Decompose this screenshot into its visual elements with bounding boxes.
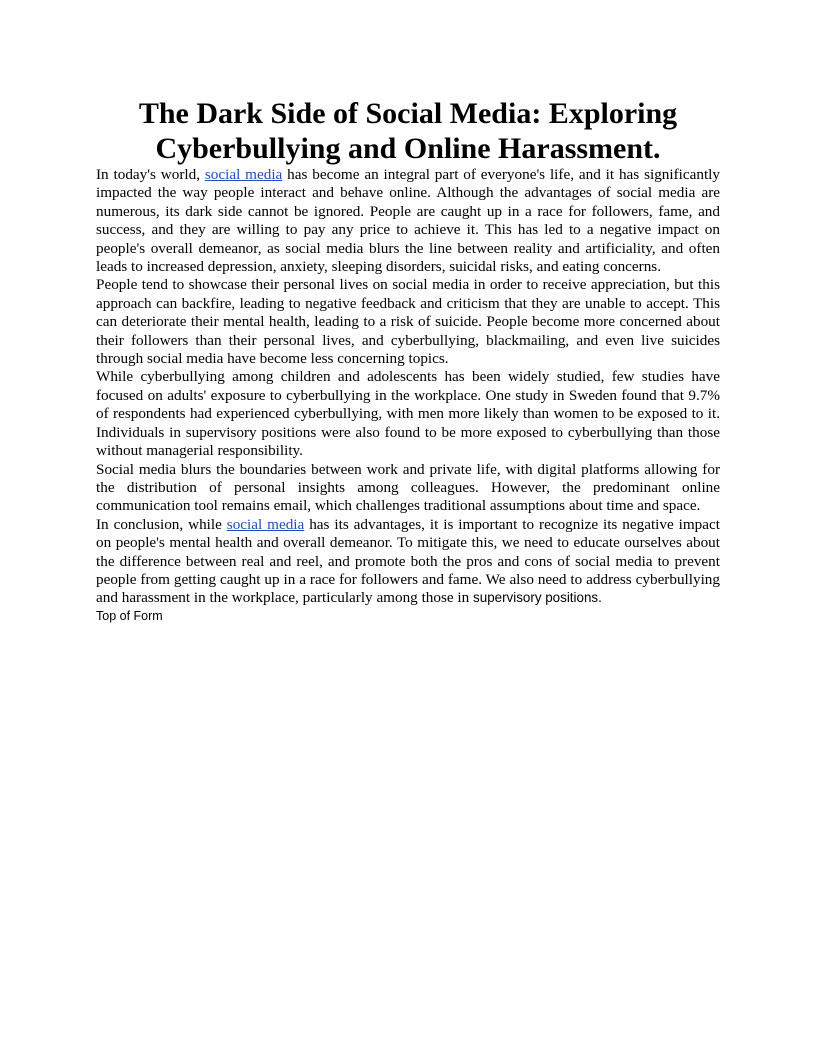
top-of-form-marker: Top of Form: [96, 608, 163, 623]
document-body: [96, 96, 720, 625]
paragraph-intro-start: In today's world,: [96, 166, 205, 183]
paragraph-conclusion-end: supervisory positions.: [473, 590, 602, 606]
social-media-link-conclusion[interactable]: social media: [226, 515, 305, 533]
paragraph-boundaries: Social media blurs the boundaries between work and private life, with digital platforms allowing for the distribution of personal insights among colleagues. However, the predominant online communication tool remains email, which challenges traditional assumptions about time and space.: [96, 460, 720, 515]
paragraph-mental-health: People tend to showcase their personal lives on social media in order to receive appreciation, but this approach can backfire, leading to negative feedback and criticism that they are unable to accept. This can deteriorate their mental health, leading to a risk of suicide. People become more concerned about their followers than their personal lives, and cyberbullying, blackmailing, and even live suicides through social media have become less concerning topics.: [96, 276, 720, 368]
paragraph-workplace-study: While cyberbullying among children and adolescents has been widely studied, few studies have focused on adults' exposure to cyberbullying in the workplace. One study in Sweden found that 9.7% of respondents had experienced cyberbullying, with men more likely than women to be exposed to it. Individuals in supervisory positions were also found to be more exposed to cyberbullying than those without managerial responsibility.: [96, 368, 720, 460]
paragraph-conclusion-start: In conclusion, while: [96, 515, 227, 533]
paragraph-intro: [96, 166, 720, 276]
paragraph-intro-rest: has become an integral part of everyone's life, and it has significantly impacted the way people interact and behave online. Although the advantages of social media are numerous, its dark side cannot be ignored. People are caught up in a race for followers, fame, and success, and they are willing to pay any price to achieve it. This has led to a negative impact on people's overall demeanor, as social media blurs the line between reality and artificiality, and often leads to increased depression, anxiety, sleeping disorders, suicidal risks, and eating concerns.: [96, 166, 720, 276]
paragraph-conclusion-rest: has its advantages, it is important to recognize its negative impact on people's mental health and overall demeanor. To mitigate this, we need to educate ourselves about the difference between real and reel, and promote both the pros and cons of social media to prevent people from getting caught up in a race for followers and fame. We also need to address cyberbullying and harassment in the workplace, particularly among those in: [96, 515, 720, 607]
social-media-link[interactable]: social media: [204, 166, 283, 183]
paragraph-conclusion: [96, 516, 720, 608]
document-title: The Dark Side of Social Media: Exploring Cyberbullying and Online Harassment.: [138, 97, 678, 165]
